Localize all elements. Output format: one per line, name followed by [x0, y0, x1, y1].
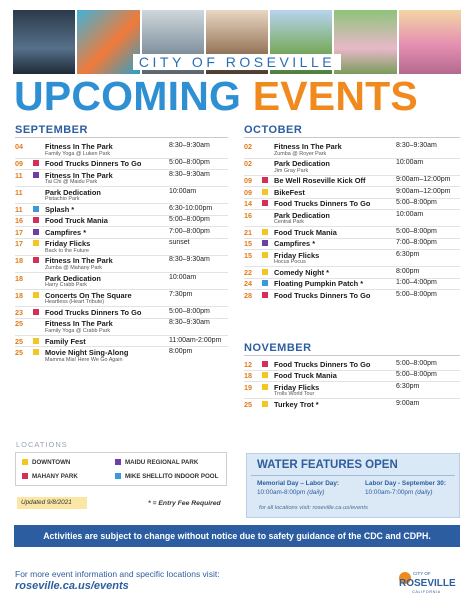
- location-marker: [33, 217, 39, 223]
- water-period-1-label: Memorial Day – Labor Day:: [257, 480, 340, 487]
- divider: [15, 137, 228, 138]
- event-row: [244, 291, 460, 301]
- event-name: Park Dedication: [45, 273, 101, 283]
- month-september: SEPTEMBER: [15, 124, 88, 136]
- mahany-swatch: [22, 473, 28, 479]
- event-date: 11: [15, 187, 23, 197]
- event-time: 8:30–9:30am: [396, 142, 437, 149]
- location-marker: [33, 292, 39, 298]
- event-row: [15, 256, 228, 271]
- event-row: [15, 142, 228, 157]
- event-date: 23: [15, 308, 23, 317]
- event-subtitle: Harry Crabb Park: [45, 282, 87, 289]
- event-time: 8:30–9:30am: [169, 256, 210, 264]
- more-info-text: For more event information and specific locations visit:: [15, 569, 220, 579]
- event-date: 16: [15, 216, 23, 226]
- event-row: [15, 239, 228, 254]
- event-name: Park Dedication: [274, 210, 330, 220]
- event-subtitle: Trolls World Tour: [274, 391, 315, 398]
- location-marker: [262, 240, 268, 246]
- event-subtitle: Zumba @ Royer Park: [274, 150, 327, 157]
- location-marker: [33, 229, 39, 235]
- event-date: 15: [244, 250, 252, 260]
- event-date: 02: [244, 159, 252, 169]
- event-subtitle: Family Yoga @ Luken Park: [45, 150, 111, 157]
- event-row: [244, 250, 460, 266]
- event-name: Splash *: [45, 205, 75, 214]
- event-time: 10:00am: [396, 210, 424, 218]
- event-time: 10:00am: [169, 273, 197, 281]
- legend-maidu-regional-park: MAIDU REGIONAL PARK: [115, 459, 198, 466]
- location-marker: [33, 172, 39, 178]
- event-name: Fitness In The Park: [45, 256, 113, 266]
- event-subtitle: Family Yoga @ Crabb Park: [45, 327, 111, 334]
- event-date: 28: [244, 290, 252, 300]
- event-name: Fitness In The Park: [45, 142, 113, 151]
- event-name: Floating Pumpkin Patch *: [274, 279, 364, 289]
- event-subtitle: Back to the Future: [45, 247, 90, 254]
- event-time: 5:00–8:00pm: [169, 308, 210, 315]
- event-time: 9:00am–12:00pm: [396, 187, 451, 195]
- event-row: [244, 360, 460, 370]
- event-time: 5:00–8:00pm: [396, 290, 437, 298]
- event-date: 16: [244, 210, 252, 220]
- event-time: 9:00am–12:00pm: [396, 176, 451, 184]
- event-row: [244, 400, 460, 410]
- event-date: 21: [244, 227, 252, 237]
- logo-california: CALIFORNIA: [412, 590, 441, 594]
- event-subtitle: Hocus Pocus: [274, 259, 306, 266]
- location-marker: [262, 361, 268, 367]
- event-row: [15, 205, 228, 215]
- shellito-swatch: [115, 473, 121, 479]
- event-name: Friday Flicks: [45, 239, 91, 249]
- location-marker: [33, 206, 39, 212]
- event-date: 24: [244, 279, 252, 289]
- location-marker: [33, 240, 39, 246]
- event-row: [15, 337, 228, 347]
- event-time: 8:30–9:30am: [169, 319, 210, 327]
- event-subtitle: Zumba @ Mahany Park: [45, 264, 103, 271]
- event-name: BikeFest: [274, 187, 305, 197]
- location-marker: [262, 269, 268, 275]
- event-time: 5:00–8:00pm: [396, 360, 437, 367]
- event-time: 7:00–8:00pm: [169, 227, 210, 235]
- event-date: 17: [15, 227, 23, 237]
- title-events: EVENTS: [252, 73, 418, 119]
- event-row: [244, 199, 460, 209]
- event-name: Fitness In The Park: [45, 319, 113, 329]
- location-marker: [262, 252, 268, 258]
- event-row: [15, 216, 228, 226]
- location-marker: [262, 292, 268, 298]
- legend-mike-shellito-pool: MIKE SHELLITO INDOOR POOL: [115, 473, 218, 480]
- legend-mahany-park: MAHANY PARK: [22, 473, 78, 480]
- logo-roseville: ROSEVILLE: [399, 578, 456, 589]
- event-date: 25: [15, 336, 23, 346]
- event-name: Friday Flicks: [274, 250, 320, 260]
- event-row: [244, 188, 460, 198]
- event-time: 6:30-10:00pm: [169, 205, 213, 212]
- month-november: NOVEMBER: [244, 342, 312, 354]
- event-name: Friday Flicks: [274, 382, 320, 392]
- event-name: Concerts On The Square: [45, 290, 132, 300]
- event-name: Food Trucks Dinners To Go: [274, 360, 371, 369]
- event-row: [244, 210, 460, 226]
- event-date: 14: [244, 199, 252, 209]
- event-time: 6:30pm: [396, 382, 420, 390]
- event-name: Food Trucks Dinners To Go: [274, 290, 371, 300]
- event-row: [15, 273, 228, 289]
- logo-city-of: CITY OF: [413, 571, 431, 576]
- events-website-link[interactable]: roseville.ca.us/events: [15, 580, 129, 592]
- event-name: Fitness In The Park: [274, 142, 342, 151]
- event-name: Be Well Roseville Kick Off: [274, 176, 366, 186]
- event-name: Campfires *: [45, 227, 87, 237]
- event-row: [244, 371, 460, 381]
- event-date: 04: [15, 142, 23, 151]
- divider: [244, 355, 460, 356]
- maidu-swatch: [115, 459, 121, 465]
- event-row: [244, 382, 460, 398]
- location-marker: [262, 200, 268, 206]
- event-date: 11: [15, 170, 23, 180]
- event-time: 7:30pm: [169, 290, 193, 298]
- location-marker: [33, 309, 39, 315]
- event-subtitle: Jim Gray Park: [274, 167, 309, 174]
- page-title: [14, 72, 460, 120]
- water-period-2-hours: 10:00am-7:00pm (daily): [365, 489, 433, 496]
- event-time: 5:00–8:00pm: [396, 371, 437, 379]
- event-row: [244, 159, 460, 174]
- event-time: 6:30pm: [396, 250, 420, 258]
- event-date: 22: [244, 267, 252, 277]
- event-row: [15, 308, 228, 318]
- divider: [251, 475, 455, 476]
- event-date: 02: [244, 142, 252, 151]
- event-time: 5:00–8:00pm: [169, 159, 210, 167]
- event-date: 19: [244, 382, 252, 392]
- water-period-2-label: Labor Day - September 30:: [365, 480, 446, 487]
- event-name: Food Truck Mania: [274, 371, 337, 381]
- event-time: 5:00–8:00pm: [396, 199, 437, 207]
- event-time: 8:00pm: [396, 267, 420, 275]
- event-name: Park Dedication: [45, 187, 101, 197]
- event-subtitle: Mamma Mia! Here We Go Again: [45, 356, 123, 363]
- event-time: 11:00am-2:00pm: [169, 336, 222, 344]
- location-marker: [262, 372, 268, 378]
- location-marker: [33, 160, 39, 166]
- water-period-1-hours: 10:00am-8:00pm (daily): [257, 489, 325, 496]
- event-date: 11: [15, 205, 23, 214]
- event-row: [15, 170, 228, 186]
- event-time: 10:00am: [169, 187, 197, 195]
- event-date: 25: [15, 348, 23, 357]
- event-time: sunset: [169, 239, 190, 247]
- water-features-box: [246, 453, 460, 518]
- water-features-link-note: for all locations visit: roseville.ca.us/events: [259, 505, 368, 511]
- event-date: 09: [244, 176, 252, 186]
- event-time: 10:00am: [396, 159, 424, 167]
- event-date: 17: [15, 239, 23, 249]
- event-date: 09: [15, 159, 23, 169]
- location-marker: [33, 349, 39, 355]
- location-marker: [262, 177, 268, 183]
- event-row: [15, 348, 228, 363]
- downtown-swatch: [22, 459, 28, 465]
- location-marker: [262, 280, 268, 286]
- event-date: 18: [15, 290, 23, 300]
- event-row: [244, 268, 460, 278]
- event-name: Campfires *: [274, 239, 316, 249]
- event-row: [15, 290, 228, 306]
- title-upcoming: UPCOMING: [14, 73, 242, 119]
- event-name: Food Truck Mania: [45, 216, 108, 226]
- event-date: 18: [244, 371, 252, 381]
- event-row: [244, 239, 460, 249]
- event-name: Park Dedication: [274, 159, 330, 169]
- event-time: 8:00pm: [169, 348, 193, 355]
- event-row: [15, 228, 228, 238]
- event-subtitle: Tai Chi @ Maidu Park: [45, 179, 98, 186]
- event-name: Comedy Night *: [274, 267, 330, 277]
- event-time: 5:00–8:00pm: [169, 216, 210, 224]
- event-date: 12: [244, 360, 252, 369]
- event-subtitle: Heartless (Heart Tribute): [45, 299, 105, 306]
- event-name: Fitness In The Park: [45, 170, 113, 180]
- fee-note: * = Entry Fee Required: [148, 500, 221, 507]
- event-name: Turkey Trot *: [274, 400, 319, 409]
- event-row: [15, 187, 228, 203]
- event-row: [15, 159, 228, 169]
- event-name: Movie Night Sing-Along: [45, 348, 129, 357]
- event-date: 18: [15, 273, 23, 283]
- event-time: 9:00am: [396, 400, 420, 407]
- location-marker: [262, 401, 268, 407]
- event-time: 8:30–9:30am: [169, 142, 210, 149]
- location-marker: [33, 257, 39, 263]
- location-marker: [262, 384, 268, 390]
- event-time: 7:00–8:00pm: [396, 239, 437, 247]
- locations-legend: [15, 452, 227, 486]
- location-marker: [33, 338, 39, 344]
- month-october: OCTOBER: [244, 124, 303, 136]
- divider: [244, 137, 460, 138]
- water-features-title: WATER FEATURES OPEN: [257, 459, 398, 471]
- updated-date: Updated 9/8/2021: [17, 497, 87, 509]
- event-date: 09: [244, 187, 252, 197]
- event-subtitle: Central Park: [274, 219, 304, 226]
- event-row: [244, 176, 460, 186]
- event-name: Food Trucks Dinners To Go: [45, 308, 142, 317]
- legend-downtown: DOWNTOWN: [22, 459, 70, 466]
- event-name: Family Fest: [45, 336, 86, 346]
- event-row: [244, 142, 460, 157]
- event-name: Food Truck Mania: [274, 227, 337, 237]
- event-time: 8:30–9:30am: [169, 170, 210, 178]
- event-row: [244, 228, 460, 238]
- location-marker: [262, 229, 268, 235]
- city-heading: CITY OF ROSEVILLE: [0, 54, 474, 70]
- event-date: 15: [244, 239, 252, 249]
- event-subtitle: Pistachio Park: [45, 196, 80, 203]
- event-row: [244, 279, 460, 289]
- locations-heading: LOCATIONS: [16, 440, 68, 449]
- event-date: 18: [15, 256, 23, 266]
- location-marker: [262, 189, 268, 195]
- event-row: [15, 319, 228, 334]
- cdc-notice-banner: Activities are subject to change without notice due to safety guidance of the CDC and CDPH.: [14, 525, 460, 547]
- event-date: 25: [15, 319, 23, 329]
- event-date: 25: [244, 400, 252, 409]
- roseville-logo: [398, 566, 460, 596]
- event-time: 1:00–4:00pm: [396, 279, 437, 287]
- event-name: Food Trucks Dinners To Go: [274, 199, 371, 209]
- event-time: 5:00–8:00pm: [396, 227, 437, 235]
- event-name: Food Trucks Dinners To Go: [45, 159, 142, 169]
